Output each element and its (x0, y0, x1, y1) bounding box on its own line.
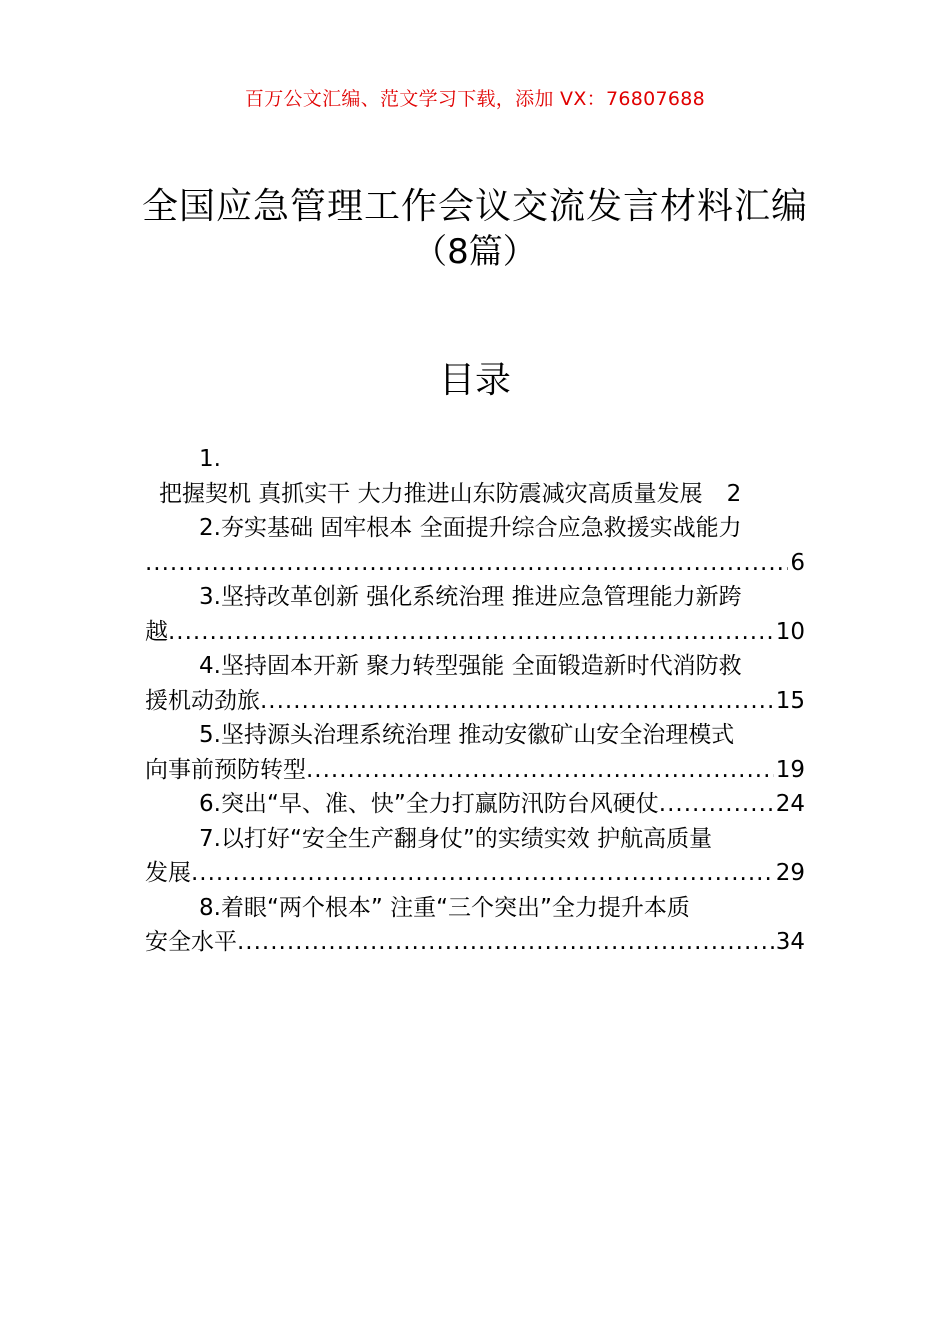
toc-entry-title-cont: 向事前预防转型 (145, 756, 306, 783)
table-of-contents (145, 442, 805, 960)
toc-entry-title: 突出“早、准、快”全力打赢防汛防台风硬仗 (220, 791, 659, 817)
toc-entry-page: 29 (775, 860, 805, 886)
toc-entry-2[interactable] (145, 511, 805, 546)
toc-entry-4[interactable] (145, 649, 805, 684)
dot-leader (168, 615, 774, 650)
toc-entry-title-cont: 越 (145, 618, 168, 645)
dot-leader (260, 684, 774, 719)
document-subtitle: （8篇） (413, 232, 537, 272)
toc-entry-2-leader (145, 546, 805, 581)
toc-entry-page: 19 (775, 756, 805, 783)
toc-entry-5[interactable] (145, 718, 805, 753)
toc-heading: 目录 (438, 360, 511, 401)
toc-entry-title: 坚持改革创新 强化系统治理 推进应急管理能力新跨 (220, 584, 742, 610)
toc-entry-number: 3. (199, 584, 221, 610)
document-title: 全国应急管理工作会议交流发言材料汇编 (141, 186, 808, 227)
toc-entry-3[interactable] (145, 580, 805, 615)
toc-entry-number: 4. (199, 653, 221, 679)
toc-entry-3-continued (145, 615, 805, 650)
toc-entry-7[interactable] (145, 822, 805, 857)
toc-entry-title-cont: 援机动劲旅 (145, 687, 260, 714)
toc-entry-page: 10 (775, 618, 805, 645)
dot-leader (145, 546, 788, 581)
dot-leader (306, 753, 774, 788)
toc-entry-8-continued (145, 925, 805, 960)
toc-entry-number: 7. (199, 825, 221, 852)
toc-entry-title-cont: 发展 (145, 860, 191, 886)
toc-entry-page: 24 (775, 791, 805, 817)
toc-entry-8[interactable] (145, 891, 805, 926)
toc-entry-6[interactable] (145, 787, 805, 822)
toc-entry-number: 5. (199, 722, 221, 748)
toc-entry-page: 15 (775, 687, 805, 714)
toc-entry-4-continued (145, 684, 805, 719)
toc-entry-page: 2 (726, 480, 742, 507)
toc-entry-7-continued (145, 856, 805, 891)
toc-entry-title: 以打好“安全生产翻身仗”的实绩实效 护航高质量 (220, 825, 713, 852)
toc-entry-title: 把握契机 真抓实干 大力推进山东防震减灾高质量发展 (159, 480, 703, 507)
toc-entry-title: 坚持源头治理系统治理 推动安徽矿山安全治理模式 (220, 722, 735, 748)
toc-entry-1-number-line (145, 442, 805, 477)
dot-leader (191, 856, 774, 891)
toc-entry-title: 着眼“两个根本” 注重“三个突出”全力提升本质 (220, 894, 690, 921)
toc-entry-page: 6 (790, 549, 805, 576)
toc-entry-1[interactable] (145, 477, 805, 512)
toc-entry-number: 6. (199, 791, 221, 817)
toc-entry-title: 夯实基础 固牢根本 全面提升综合应急救援实战能力 (220, 515, 742, 541)
toc-entry-5-continued (145, 753, 805, 788)
header-note: 百万公文汇编、范文学习下载，添加 VX：76807688 (244, 88, 706, 110)
toc-entry-title-cont: 安全水平 (145, 929, 237, 955)
toc-entry-title: 坚持固本开新 聚力转型强能 全面锻造新时代消防救 (220, 653, 742, 679)
toc-entry-page: 34 (775, 929, 805, 955)
toc-entry-number: 2. (199, 515, 221, 541)
toc-entry-number: 1. (199, 446, 221, 472)
dot-leader (659, 787, 774, 822)
dot-leader (237, 925, 774, 960)
toc-entry-number: 8. (199, 894, 221, 921)
